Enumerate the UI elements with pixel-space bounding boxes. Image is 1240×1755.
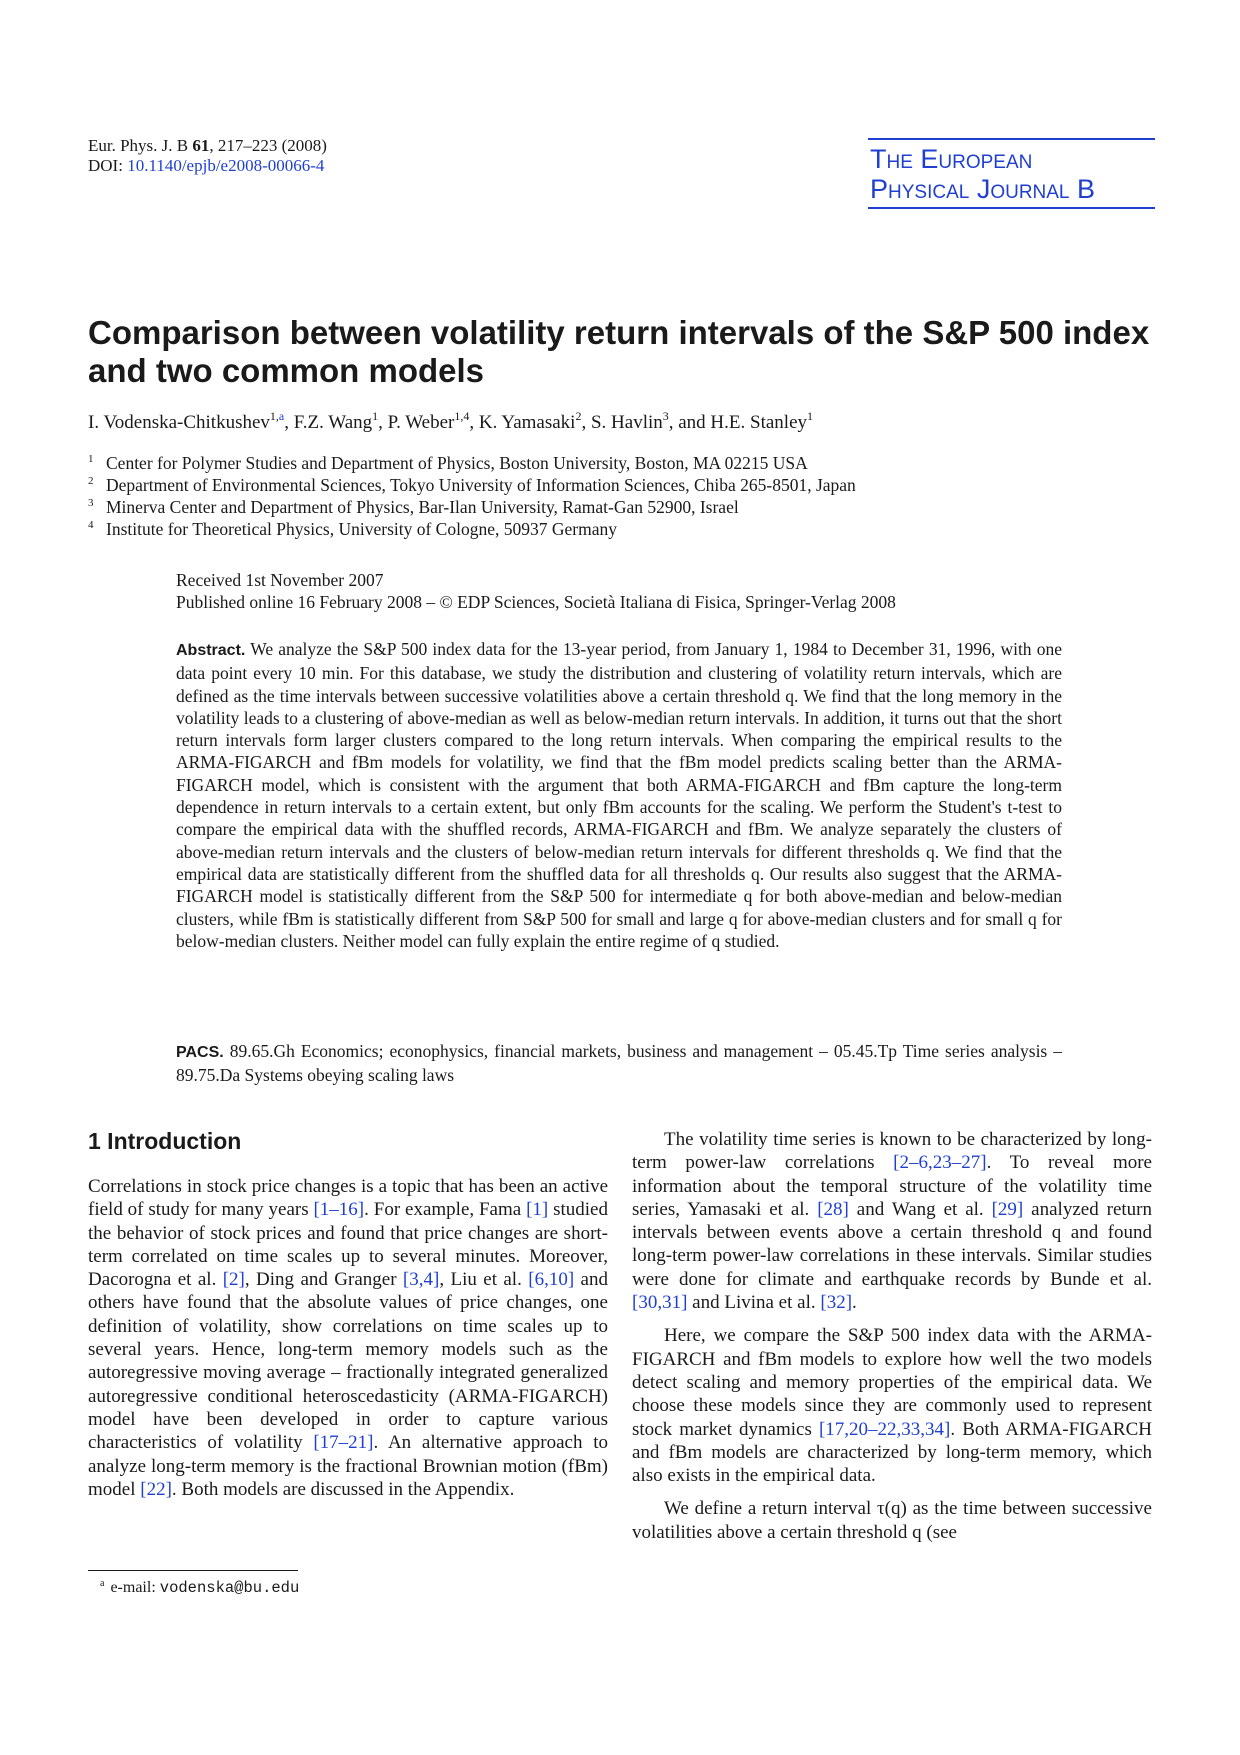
pacs-text: 89.65.Gh Economics; econophysics, financial markets, business and management – 05.45.Tp Time series analysis – 89.75.Da Systems obeying scaling laws	[176, 1041, 1062, 1085]
citation-link[interactable]: [3,4]	[402, 1269, 440, 1291]
citation-link[interactable]: [22]	[140, 1478, 172, 1500]
citation-link[interactable]: [2]	[222, 1269, 245, 1291]
footnote-label: e-mail:	[110, 1579, 160, 1596]
author-list	[88, 409, 814, 434]
citation-link[interactable]: [17–21]	[313, 1432, 374, 1454]
abstract-label: Abstract.	[176, 642, 246, 659]
paper-title: Comparison between volatility return intervals of the S&P 500 index and two common models	[88, 314, 1150, 389]
pacs-label: PACS.	[176, 1044, 224, 1061]
author-name: , P. Weber	[378, 412, 455, 433]
journal-logo-line1: The European	[870, 144, 1033, 174]
pacs	[176, 1040, 1062, 1086]
paragraph: We define a return interval τ(q) as the time between successive volatilities above a certain threshold q (see	[632, 1498, 1152, 1543]
email-address[interactable]: vodenska@bu.edu	[159, 1579, 300, 1597]
doi-link[interactable]: 10.1140/epjb/e2008-00066-4	[127, 156, 325, 175]
citation-link[interactable]: [29]	[991, 1198, 1024, 1220]
section-heading: 1 Introduction	[88, 1128, 242, 1154]
author-name: , K. Yamasaki	[469, 412, 576, 433]
doi-line	[88, 156, 327, 176]
volume: 61	[192, 136, 210, 155]
right-column	[632, 1128, 1152, 1554]
pages-year: , 217–223 (2008)	[209, 136, 327, 155]
footnote-mark: a	[100, 1578, 105, 1589]
citation-link[interactable]: [17,20–22,33,34]	[818, 1418, 951, 1440]
footnote-link[interactable]: a	[278, 409, 285, 423]
author-name: , F.Z. Wang	[284, 412, 373, 433]
citation-link[interactable]: [30,31]	[632, 1292, 688, 1314]
journal-logo-line2: Physical Journal B	[870, 174, 1096, 204]
abstract	[176, 638, 1062, 952]
footnote-rule	[88, 1570, 298, 1571]
author-affiliation-mark: 2	[575, 409, 582, 423]
published-date: Published online 16 February 2008 – © EDP Sciences, Società Italiana di Fisica, Springer-Verlag 2008	[176, 592, 896, 612]
author-name: I. Vodenska-Chitkushev	[88, 412, 270, 433]
affiliations	[88, 452, 856, 540]
citation-block	[88, 136, 327, 176]
author-affiliation-mark: 1	[372, 409, 379, 423]
doi-label: DOI:	[88, 156, 128, 175]
citation-line	[88, 136, 327, 156]
paragraph: Here, we compare the S&P 500 index data with the ARMA-FIGARCH and fBm models to explore how well the two models detect scaling and memory properties of the empirical data. We choose these models since they are commonly used to represent stock market dynamics [17,20–22,33,34]. Both ARMA-FIGARCH and fBm models are characterized by long-term memory, which also exists in the empirical data.	[632, 1325, 1152, 1487]
journal-abbrev: Eur. Phys. J. B	[88, 136, 193, 155]
footnote	[100, 1579, 299, 1597]
affiliation-item: 4 Institute for Theoretical Physics, University of Cologne, 50937 Germany	[88, 519, 617, 539]
citation-link[interactable]: [32]	[820, 1292, 853, 1314]
publication-dates	[176, 569, 896, 613]
affiliation-item: 1 Center for Polymer Studies and Department of Physics, Boston University, Boston, MA 02215 USA	[88, 453, 808, 473]
abstract-text: We analyze the S&P 500 index data for the 13-year period, from January 1, 1984 to December 31, 1996, with one data point every 10 min. For this database, we study the distribution and clustering of volatility return intervals, which are defined as the time intervals between successive volatilities above a certain threshold q. We find that the long memory in the volatility leads to a clustering of above-median as well as below-median return intervals. In addition, it turns out that the short return intervals form larger clusters compared to the long return intervals. When comparing the empirical results to the ARMA-FIGARCH and fBm models for volatility, we find that the fBm model predicts scaling better than the ARMA-FIGARCH model, which is consistent with the argument that both ARMA-FIGARCH and fBm capture the long-term dependence in return intervals to a certain extent, but only fBm accounts for the scaling. We perform the Student's t-test to compare the empirical data with the shuffled records, ARMA-FIGARCH and fBm. We analyze separately the clusters of above-median return intervals and the clusters of below-median return intervals for different thresholds q. We find that the empirical data are statistically different from the shuffled data for all thresholds q. Our results also suggest that the ARMA-FIGARCH model is statistically different from the S&P 500 for intermediate q for both above-median and below-median clusters, while fBm is statistically different from S&P 500 for small and large q for above-median clusters and for small q for below-median clusters. Neither model can fully explain the entire regime of q studied.	[176, 639, 1062, 951]
citation-link[interactable]: [6,10]	[528, 1269, 575, 1291]
author-name: , and H.E. Stanley	[668, 412, 808, 433]
journal-logo	[868, 138, 1155, 209]
citation-link[interactable]: [2–6,23–27]	[893, 1152, 987, 1174]
author-affiliation-mark: 1,a	[269, 409, 285, 423]
left-column	[88, 1175, 608, 1511]
author-affiliation-mark: 1,4	[454, 409, 470, 423]
received-date: Received 1st November 2007	[176, 570, 384, 590]
author-name: , S. Havlin	[581, 412, 663, 433]
author-affiliation-mark: 1	[807, 409, 814, 423]
affiliation-item: 3 Minerva Center and Department of Physics, Bar-Ilan University, Ramat-Gan 52900, Israel	[88, 497, 739, 517]
citation-link[interactable]: [1–16]	[313, 1199, 365, 1221]
citation-link[interactable]: [1]	[526, 1199, 549, 1221]
citation-link[interactable]: [28]	[817, 1198, 849, 1220]
paragraph: Correlations in stock price changes is a topic that has been an active field of study for many years [1–16]. For example, Fama [1] studied the behavior of stock prices and found that price changes are short-term correlated on time scales up to several minutes. Moreover, Dacorogna et al. [2], Ding and Granger [3,4], Liu et al. [6,10] and others have found that the absolute values of price changes, one definition of volatility, show correlations on time scales up to several years. Hence, long-term memory models such as the autoregressive moving average – fractionally integrated generalized autoregressive conditional heteroscedasticity (ARMA-FIGARCH) model have been developed in order to capture various characteristics of volatility [17–21]. An alternative approach to analyze long-term memory is the fractional Brownian motion (fBm) model [22]. Both models are discussed in the Appendix.	[88, 1176, 608, 1500]
affiliation-item: 2 Department of Environmental Sciences, Tokyo University of Information Sciences, Chiba 265-8501, Japan	[88, 475, 856, 495]
author-affiliation-mark: 3	[662, 409, 669, 423]
paragraph: The volatility time series is known to be characterized by long-term power-law correlations [2–6,23–27]. To reveal more information about the temporal structure of the volatility time series, Yamasaki et al. [28] and Wang et al. [29] analyzed return intervals between events above a certain threshold q and found long-term power-law correlations in these intervals. Similar studies were done for climate and earthquake records by Bunde et al. [30,31] and Livina et al. [32].	[632, 1129, 1152, 1314]
